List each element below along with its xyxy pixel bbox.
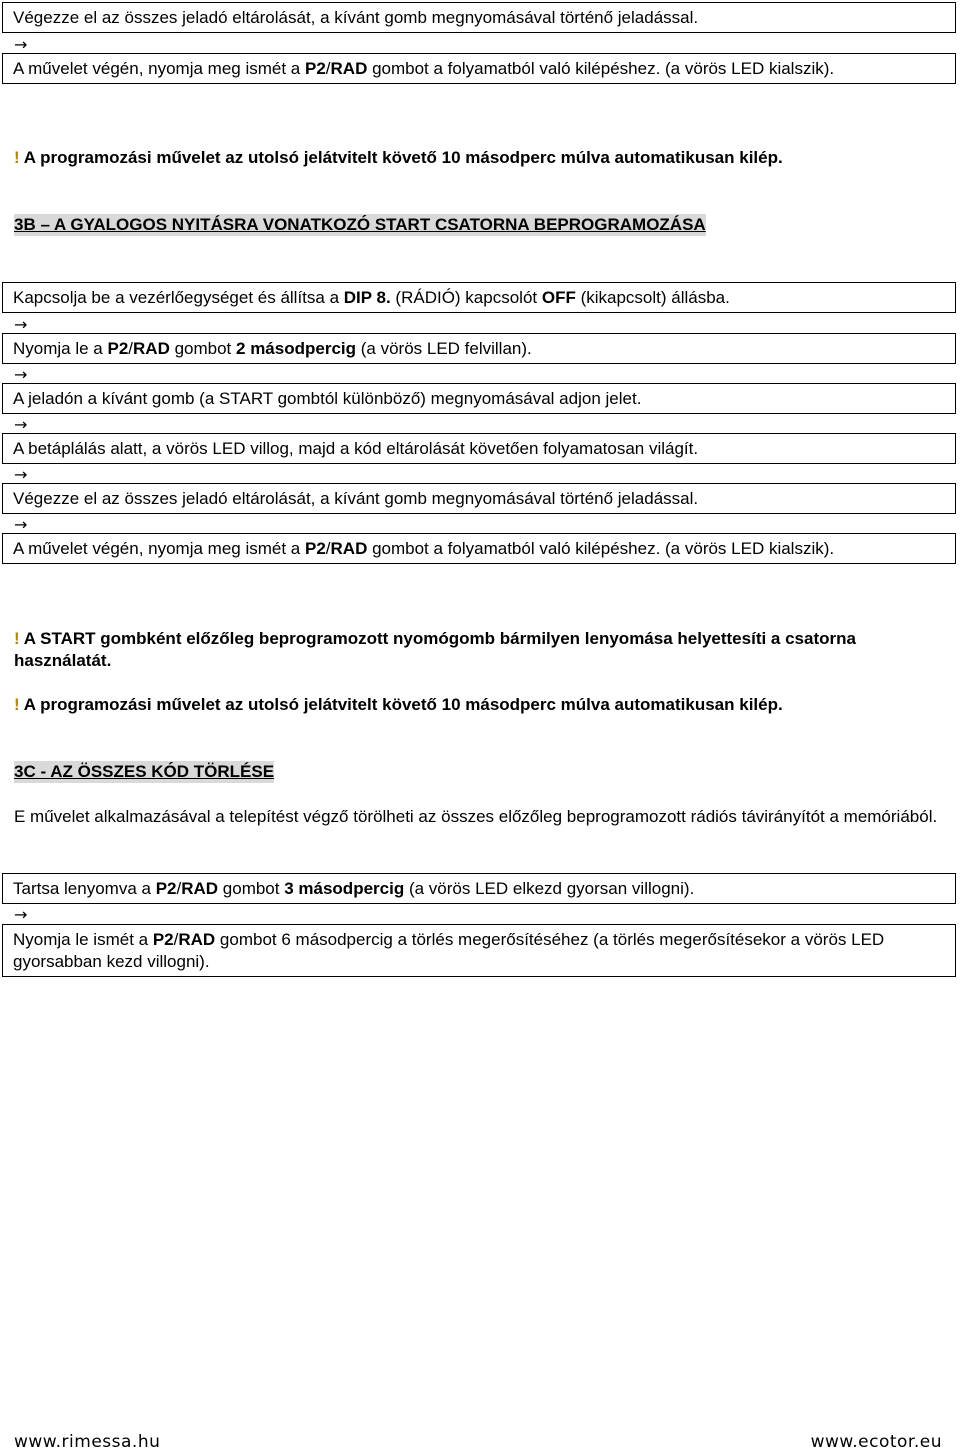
- step-box-dip: [2, 282, 956, 313]
- note-text: A programozási művelet az utolsó jelátvitelt követő 10 másodperc múlva automatikusan kilép.: [19, 148, 783, 167]
- step-text: Kapcsolja be a vezérlőegységet és állítsa a: [13, 288, 344, 307]
- step-text: Végezze el az összes jeladó eltárolását, a kívánt gomb megnyomásával történő jeladással.: [13, 8, 699, 27]
- step-text: A művelet végén, nyomja meg ismét a: [13, 539, 305, 558]
- button-name: P2: [304, 539, 326, 558]
- step-text: A jeladón a kívánt gomb (a START gombtól különböző) megnyomásával adjon jelet.: [13, 389, 642, 408]
- exclamation-icon: !: [14, 629, 20, 648]
- step-box-store-all: [2, 2, 956, 33]
- arrow-icon: →: [14, 905, 28, 924]
- step-text: (a vörös LED elkezd gyorsan villogni).: [404, 879, 695, 898]
- step-text: gombot: [218, 879, 285, 898]
- section-heading-3c: 3C - AZ ÖSSZES KÓD TÖRLÉSE: [14, 762, 275, 781]
- step-text: Tartsa lenyomva a: [13, 879, 156, 898]
- step-box-transmit: [2, 383, 956, 414]
- arrow-icon: →: [14, 465, 28, 484]
- separator: /: [128, 339, 134, 358]
- off-label: OFF: [541, 288, 576, 307]
- note-text: A START gombként előzőleg beprogramozott nyomógomb bármilyen lenyomása helyettesíti a csatorna használatát.: [14, 629, 856, 670]
- timeout-note: [14, 694, 944, 716]
- step-box-press: [2, 333, 956, 364]
- step-box-store-all: [2, 483, 956, 514]
- step-text: A betáplálás alatt, a vörös LED villog, majd a kód eltárolását követően folyamatosan világít.: [13, 439, 699, 458]
- button-name: RAD: [330, 59, 368, 78]
- step-text: Nyomja le a: [13, 339, 108, 358]
- arrow-icon: →: [14, 365, 28, 384]
- step-text: (kikapcsolt) állásba.: [575, 288, 730, 307]
- note-text: A programozási művelet az utolsó jelátvitelt követő 10 másodperc múlva automatikusan kilép.: [19, 695, 783, 714]
- step-box-exit: [2, 53, 956, 84]
- start-button-note: [14, 628, 944, 672]
- step-text: (a vörös LED felvillan).: [356, 339, 532, 358]
- step-text: gombot: [169, 339, 237, 358]
- separator: /: [325, 539, 331, 558]
- dip-label: DIP 8.: [343, 288, 391, 307]
- separator: /: [325, 59, 331, 78]
- step-text: (RÁDIÓ) kapcsolót: [390, 288, 542, 307]
- step-text: Nyomja le ismét a: [13, 930, 153, 949]
- step-box-confirm: [2, 924, 956, 977]
- footer-link-right[interactable]: www.ecotor.eu: [810, 1432, 942, 1452]
- button-name: P2: [107, 339, 129, 358]
- step-text: gombot 6 másodpercig a törlés megerősítéséhez (a törlés megerősítésekor a vörös LED gyorsabban kezd villogni).: [13, 930, 885, 971]
- arrow-icon: →: [14, 515, 28, 534]
- exclamation-icon: !: [14, 695, 20, 714]
- arrow-icon: →: [14, 415, 28, 434]
- step-text: A művelet végén, nyomja meg ismét a: [13, 59, 305, 78]
- step-text: Végezze el az összes jeladó eltárolását, a kívánt gomb megnyomásával történő jeladással.: [13, 489, 699, 508]
- duration-label: 3 másodpercig: [284, 879, 405, 898]
- button-name: P2: [152, 930, 174, 949]
- step-text: gombot a folyamatból való kilépéshez. (a vörös LED kialszik).: [367, 539, 835, 558]
- arrow-icon: →: [14, 315, 28, 334]
- button-name: RAD: [181, 879, 219, 898]
- section-heading-3b: 3B – A GYALOGOS NYITÁSRA VONATKOZÓ START CSATORNA BEPROGRAMOZÁSA: [14, 215, 706, 234]
- duration-label: 2 másodpercig: [236, 339, 357, 358]
- exclamation-icon: !: [14, 148, 20, 167]
- step-box-exit: [2, 533, 956, 564]
- step-box-led: [2, 433, 956, 464]
- separator: /: [173, 930, 179, 949]
- footer-link-left[interactable]: www.rimessa.hu: [14, 1432, 161, 1452]
- separator: /: [176, 879, 182, 898]
- timeout-note: [14, 147, 944, 169]
- button-name: RAD: [133, 339, 170, 358]
- arrow-icon: →: [14, 35, 28, 54]
- button-name: P2: [155, 879, 177, 898]
- step-box-hold: [2, 873, 956, 904]
- step-text: gombot a folyamatból való kilépéshez. (a vörös LED kialszik).: [367, 59, 835, 78]
- button-name: RAD: [330, 539, 368, 558]
- button-name: P2: [304, 59, 326, 78]
- section-3c-description: E művelet alkalmazásával a telepítést végző törölheti az összes előzőleg beprogramozott rádiós távirányítót a memóriából.: [14, 807, 938, 826]
- button-name: RAD: [178, 930, 216, 949]
